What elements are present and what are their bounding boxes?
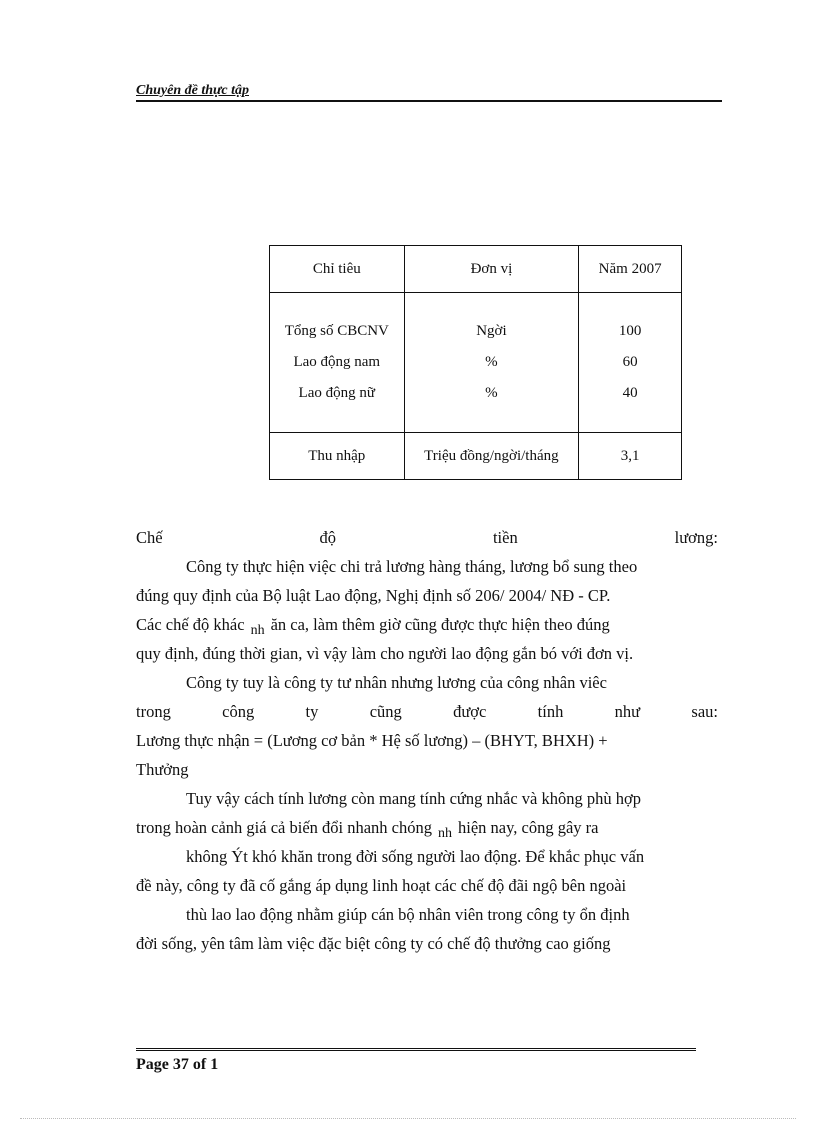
header-title: Chuyên đề thực tập bbox=[136, 83, 250, 98]
text-span: ăn ca, làm thêm giờ cũng được thực hiện theo đúng bbox=[270, 615, 610, 634]
section-heading bbox=[136, 527, 718, 556]
footer-rule bbox=[136, 1048, 696, 1051]
paragraph-line: thù lao lao động nhằm giúp cán bộ nhân viên trong công ty ổn định bbox=[186, 905, 630, 924]
table-cell: Triệu đồng/ngời/tháng bbox=[404, 433, 579, 480]
text-span: nh bbox=[438, 826, 452, 841]
page-header bbox=[136, 80, 722, 102]
text-span: nh bbox=[250, 623, 265, 638]
page-edge bbox=[20, 1118, 796, 1119]
table-cell: % bbox=[485, 354, 498, 370]
word: công bbox=[222, 702, 255, 721]
paragraph-line: Công ty tuy là công ty tư nhân nhưng lương của công nhân viêc bbox=[186, 673, 607, 692]
word: như bbox=[614, 702, 641, 721]
body-text bbox=[136, 527, 718, 962]
table-cell: Ngời bbox=[476, 323, 507, 339]
table-row bbox=[270, 293, 682, 433]
word: ty bbox=[305, 702, 319, 721]
paragraph-line: đời sống, yên tâm làm việc đặc biệt công ty có chế độ thưởng cao giống bbox=[136, 934, 611, 953]
paragraph-line: không Ýt khó khăn trong đời sống người lao động. Để khắc phục vấn bbox=[186, 847, 645, 866]
table-cell: Lao động nữ bbox=[298, 385, 375, 401]
paragraph-line bbox=[136, 614, 718, 643]
word: tính bbox=[537, 702, 564, 721]
heading-word: độ bbox=[319, 528, 337, 547]
heading-word: tiền bbox=[492, 528, 518, 547]
unit-cell bbox=[404, 293, 579, 433]
table-cell: 100 bbox=[618, 323, 642, 339]
paragraph-line: đề này, công ty đã cố gắng áp dụng linh hoạt các chế độ đãi ngộ bên ngoài bbox=[136, 876, 627, 895]
table-cell: 60 bbox=[622, 354, 638, 370]
table-cell: 40 bbox=[622, 385, 638, 401]
table-cell: Lao động nam bbox=[293, 354, 381, 370]
text-span: hiện nay, công gây ra bbox=[458, 818, 599, 837]
heading-word: lương: bbox=[674, 528, 718, 547]
table-cell: % bbox=[485, 385, 498, 401]
table-header-row bbox=[270, 246, 682, 293]
formula-line: Thưởng bbox=[136, 760, 189, 779]
column-header: Năm 2007 bbox=[579, 246, 682, 293]
word: sau: bbox=[691, 702, 718, 721]
word: cũng bbox=[369, 702, 402, 721]
word: được bbox=[453, 702, 487, 721]
indicator-cell bbox=[270, 293, 405, 433]
table-row-income bbox=[270, 433, 682, 480]
page-number: Page 37 of 1 bbox=[136, 1056, 219, 1073]
column-header: Chỉ tiêu bbox=[270, 246, 405, 293]
paragraph-line: đúng quy định của Bộ luật Lao động, Nghị định số 206/ 2004/ NĐ - CP. bbox=[136, 586, 611, 605]
paragraph-line: Tuy vậy cách tính lương còn mang tính cứng nhắc và không phù hợp bbox=[186, 789, 641, 808]
paragraph-line: Công ty thực hiện việc chi trả lương hàng tháng, lương bổ sung theo bbox=[186, 557, 638, 576]
formula-line: Lương thực nhận = (Lương cơ bản * Hệ số lương) – (BHYT, BHXH) + bbox=[136, 731, 608, 750]
paragraph-line bbox=[136, 817, 718, 846]
heading-word: Chế bbox=[136, 528, 163, 547]
text-span: Các chế độ khác bbox=[136, 615, 245, 634]
text-span: trong hoàn cảnh giá cả biến đổi nhanh chóng bbox=[136, 818, 432, 837]
table-cell: 3,1 bbox=[579, 433, 682, 480]
table-cell: Tổng số CBCNV bbox=[284, 323, 389, 339]
statistics-table bbox=[269, 245, 682, 480]
column-header: Đơn vị bbox=[404, 246, 579, 293]
word: trong bbox=[136, 702, 171, 721]
table-cell: Thu nhập bbox=[270, 433, 405, 480]
paragraph-line bbox=[136, 701, 718, 730]
paragraph-line: quy định, đúng thời gian, vì vậy làm cho người lao động gắn bó với đơn vị. bbox=[136, 644, 634, 663]
value-cell bbox=[579, 293, 682, 433]
